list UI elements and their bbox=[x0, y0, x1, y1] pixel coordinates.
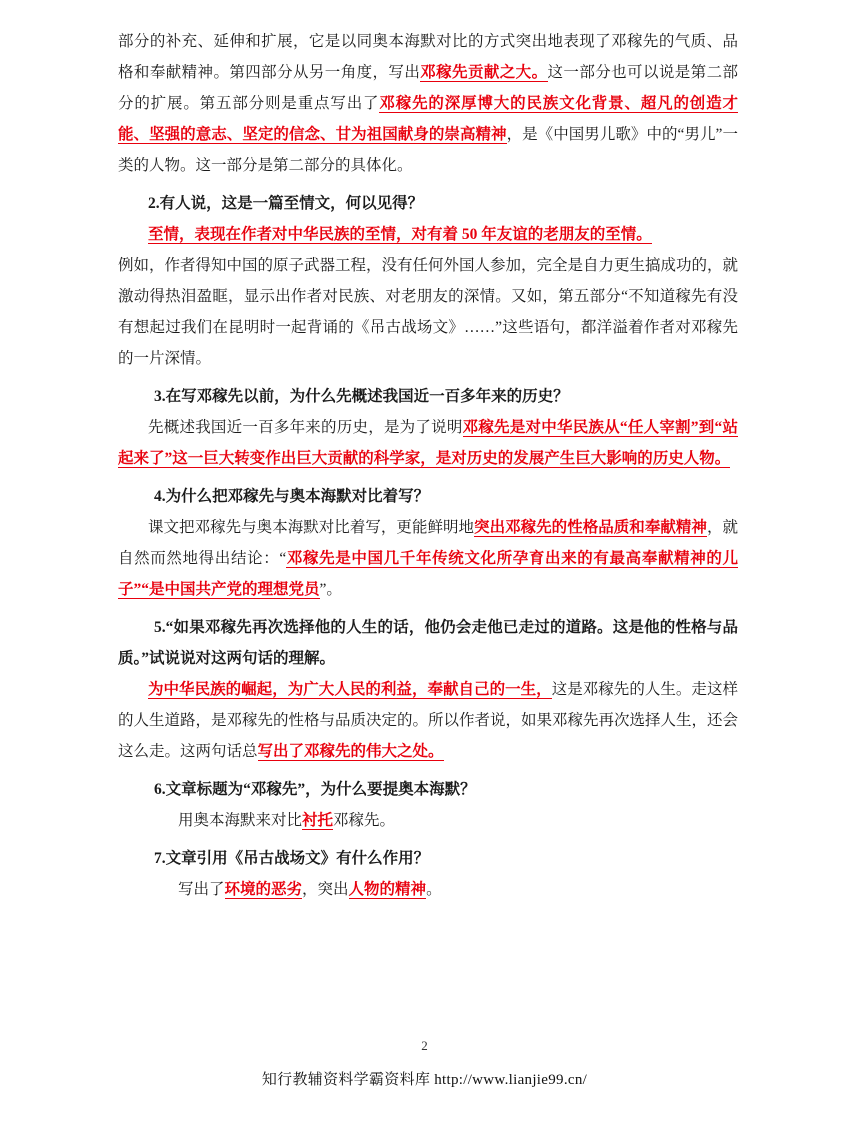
answer-2 bbox=[118, 219, 738, 250]
intro-line-2-tail: 这一部分 bbox=[547, 64, 612, 81]
question-2-number: 2. bbox=[148, 195, 160, 212]
question-2 bbox=[118, 188, 738, 219]
question-4-text: 为什么把邓稼先与奥本海默对比着写？ bbox=[165, 488, 430, 505]
intro-line-3: 也可以说是第二部分的扩展。第五部分则是重点写出了 bbox=[118, 64, 738, 112]
question-5-text: “如果邓稼先再次选择他的人生的话，他仍会走他已走过的道路。这是他的性格与品质。”试说说对这两句话的理解。 bbox=[118, 619, 738, 667]
answer-3 bbox=[118, 412, 738, 474]
answer-4 bbox=[118, 512, 738, 605]
question-3 bbox=[118, 381, 738, 412]
answer-3-highlight: 邓稼先是对中华民族从“任人宰割”到“站起来了”这一巨大转变作出巨大贡献的科学家，是对历史的发展产生巨大影响的历史人物。 bbox=[118, 419, 738, 467]
answer-6-tail: 邓稼先。 bbox=[333, 812, 396, 829]
answer-7-prefix: 写出了 bbox=[178, 881, 225, 898]
answer-4-prefix: 课文把邓稼先与奥本海默对比着写，更能鲜明地 bbox=[148, 519, 475, 536]
footer-watermark: 知行教辅资料学霸资料库 http://www.lianjie99.cn/ bbox=[261, 1072, 588, 1088]
answer-7 bbox=[118, 874, 738, 905]
answer-5 bbox=[118, 674, 738, 767]
answer-7-middle: ，突出 bbox=[302, 881, 349, 898]
question-2-text: 有人说，这是一篇至情文，何以见得？ bbox=[159, 195, 424, 212]
answer-7-highlight-2: 人物的精神 bbox=[348, 881, 427, 898]
question-7-text: 文章引用《吊古战场文》有什么作用？ bbox=[165, 850, 430, 867]
answer-7-tail: 。 bbox=[426, 881, 442, 898]
question-7-number: 7. bbox=[154, 850, 166, 867]
intro-highlight-2: 邓稼先的深厚博大的民族文化背景、超凡的创造才能、坚强的意志、坚定的信念、甘为祖国献身的崇高精神 bbox=[118, 95, 738, 143]
answer-2-body-text: 例如，作者得知中国的原子武器工程，没有任何外国人参加，完全是自力更生搞成功的，就激动得热泪盈眶，显示出作者对民族、对老朋友的深情。又如，第五部分“不知道稼先有没有想起过我们在昆明时一起背诵的《吊古战场文》……”这些语句，都洋溢着作者对邓稼先的一片深情。 bbox=[118, 257, 739, 367]
intro-highlight-1: 邓稼先贡献之大。 bbox=[420, 64, 548, 81]
question-6-number: 6. bbox=[154, 781, 166, 798]
answer-4-highlight-2: 邓稼先是中国几千年传统文化所孕育出来的有最高奉献精神的儿子”“是中国共产党的理想党员 bbox=[118, 550, 738, 598]
answer-4-tail: ”。 bbox=[319, 581, 342, 598]
question-5 bbox=[118, 612, 738, 674]
question-6 bbox=[118, 774, 738, 805]
question-5-number: 5. bbox=[154, 619, 166, 636]
answer-4-middle: ，就自然而然地得出结论：“ bbox=[118, 519, 738, 567]
intro-line-1: 部分的补充、延伸和扩展，它是以同奥本海默对比的方式突出地表现了邓稼先的 bbox=[118, 33, 675, 50]
intro-line-2: 气质、品格和奉献精神。第四部分从另一角度，写出 bbox=[118, 33, 738, 81]
answer-2-body bbox=[118, 250, 738, 374]
answer-6-highlight: 衬托 bbox=[302, 812, 334, 829]
intro-paragraph bbox=[118, 26, 738, 181]
answer-3-prefix: 先概述我国近一百多年来的历史，是为了说明 bbox=[148, 419, 463, 436]
answer-2-highlight: 至情，表现在作者对中华民族的至情，对有着 50 年友谊的老朋友的至情。 bbox=[148, 226, 652, 243]
question-4 bbox=[118, 481, 738, 512]
question-6-text: 文章标题为“邓稼先”，为什么要提奥本海默？ bbox=[165, 781, 476, 798]
answer-5-highlight-1: 为中华民族的崛起，为广大人民的利益，奉献自己的一生， bbox=[148, 681, 552, 698]
intro-line-4: ，是《中国男儿歌》中的“男儿”一类的人物。这一部分是第二部分的具体 bbox=[118, 126, 738, 174]
answer-5-body: 这是邓稼先的人生。走这样的人生道路，是邓稼先的性格与品质决定的。所以作者说，如果邓稼先再次选择人生，还会这么走。这两句话总 bbox=[118, 681, 739, 760]
answer-6-prefix: 用奥本海默来对比 bbox=[178, 812, 303, 829]
question-7 bbox=[118, 843, 738, 874]
answer-4-highlight-1: 突出邓稼先的性格品质和奉献精神 bbox=[474, 519, 707, 536]
answer-6 bbox=[118, 805, 738, 836]
question-3-number: 3. bbox=[154, 388, 166, 405]
answer-5-highlight-2: 写出了邓稼先的伟大之处。 bbox=[257, 743, 444, 760]
question-3-text: 在写邓稼先以前，为什么先概述我国近一百多年来的历史？ bbox=[165, 388, 569, 405]
page-content bbox=[118, 26, 738, 905]
answer-7-highlight-1: 环境的恶劣 bbox=[224, 881, 303, 898]
question-4-number: 4. bbox=[154, 488, 166, 505]
page-number: 2 bbox=[421, 1038, 428, 1053]
intro-line-5: 化。 bbox=[381, 157, 413, 174]
